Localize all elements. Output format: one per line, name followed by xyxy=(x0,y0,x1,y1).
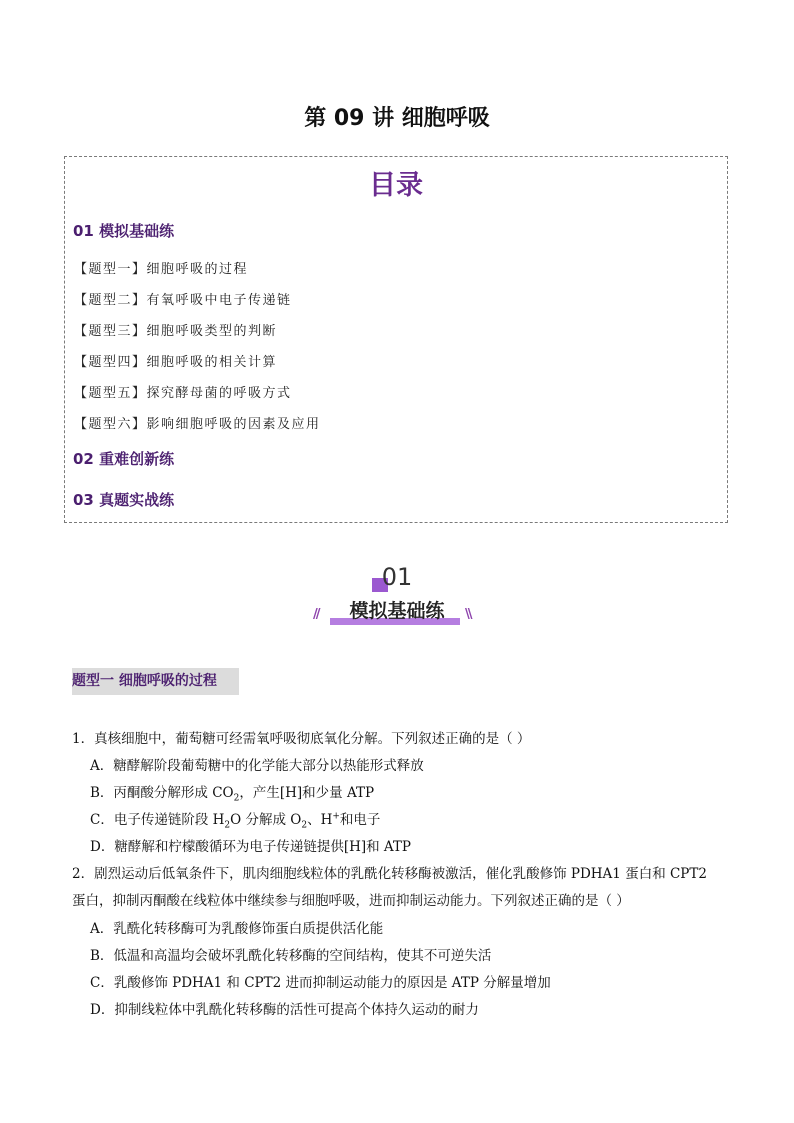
question-1-option-c: C．电子传递链阶段 $H_2O$ 分解成 $O_2$、H+和电子 xyxy=(90,811,381,831)
table-of-contents xyxy=(64,156,728,523)
toc-item-6[interactable]: 【题型六】影响细胞呼吸的因素及应用 xyxy=(74,417,321,432)
toc-item-2[interactable]: 【题型二】有氧呼吸中电子传递链 xyxy=(74,293,292,308)
question-1-stem: 1．真核细胞中，葡萄糖可经需氧呼吸彻底氧化分解。下列叙述正确的是（ ） xyxy=(72,731,531,747)
toc-section-01[interactable]: 01 模拟基础练 xyxy=(73,222,175,240)
section-banner xyxy=(297,561,497,631)
question-2-stem-line2: 蛋白，抑制丙酮酸在线粒体中继续参与细胞呼吸，进而抑制运动能力。下列叙述正确的是（ ） xyxy=(72,893,630,909)
question-2-option-a: A．乳酰化转移酶可为乳酸修饰蛋白质提供活化能 xyxy=(90,921,384,937)
toc-item-4[interactable]: 【题型四】细胞呼吸的相关计算 xyxy=(74,355,278,370)
slash-decoration-right: \\ xyxy=(465,607,471,622)
topic-heading: 题型一 细胞呼吸的过程 xyxy=(72,668,239,695)
question-2-stem-line1: 2．剧烈运动后低氧条件下，肌肉细胞线粒体的乳酰化转移酶被激活，催化乳酸修饰 PDHA1 蛋白和 CPT2 xyxy=(72,866,707,882)
toc-item-3[interactable]: 【题型三】细胞呼吸类型的判断 xyxy=(74,324,278,339)
section-number: 01 xyxy=(381,563,413,591)
toc-section-03[interactable]: 03 真题实战练 xyxy=(73,491,175,509)
section-title: 模拟基础练 xyxy=(349,600,445,622)
question-1-option-a: A．糖酵解阶段葡萄糖中的化学能大部分以热能形式释放 xyxy=(90,758,424,774)
toc-section-02[interactable]: 02 重难创新练 xyxy=(73,450,175,468)
question-1-option-b: B．丙酮酸分解形成 $CO_2$，产生[H]和少量 ATP xyxy=(90,785,375,804)
document-title: 第 09 讲 细胞呼吸 xyxy=(304,106,490,131)
slash-decoration-left: // xyxy=(313,607,319,622)
question-2-option-b: B．低温和高温均会破坏乳酰化转移酶的空间结构，使其不可逆失活 xyxy=(90,948,492,964)
question-1-option-d: D．糖酵解和柠檬酸循环为电子传递链提供[H]和 ATP xyxy=(90,839,412,855)
toc-item-5[interactable]: 【题型五】探究酵母菌的呼吸方式 xyxy=(74,386,292,401)
toc-item-1[interactable]: 【题型一】细胞呼吸的过程 xyxy=(74,262,249,277)
toc-heading: 目录 xyxy=(369,170,423,201)
question-2-option-c: C．乳酸修饰 PDHA1 和 CPT2 进而抑制运动能力的原因是 ATP 分解量增加 xyxy=(90,975,551,991)
question-2-option-d: D．抑制线粒体中乳酰化转移酶的活性可提高个体持久运动的耐力 xyxy=(90,1002,479,1018)
